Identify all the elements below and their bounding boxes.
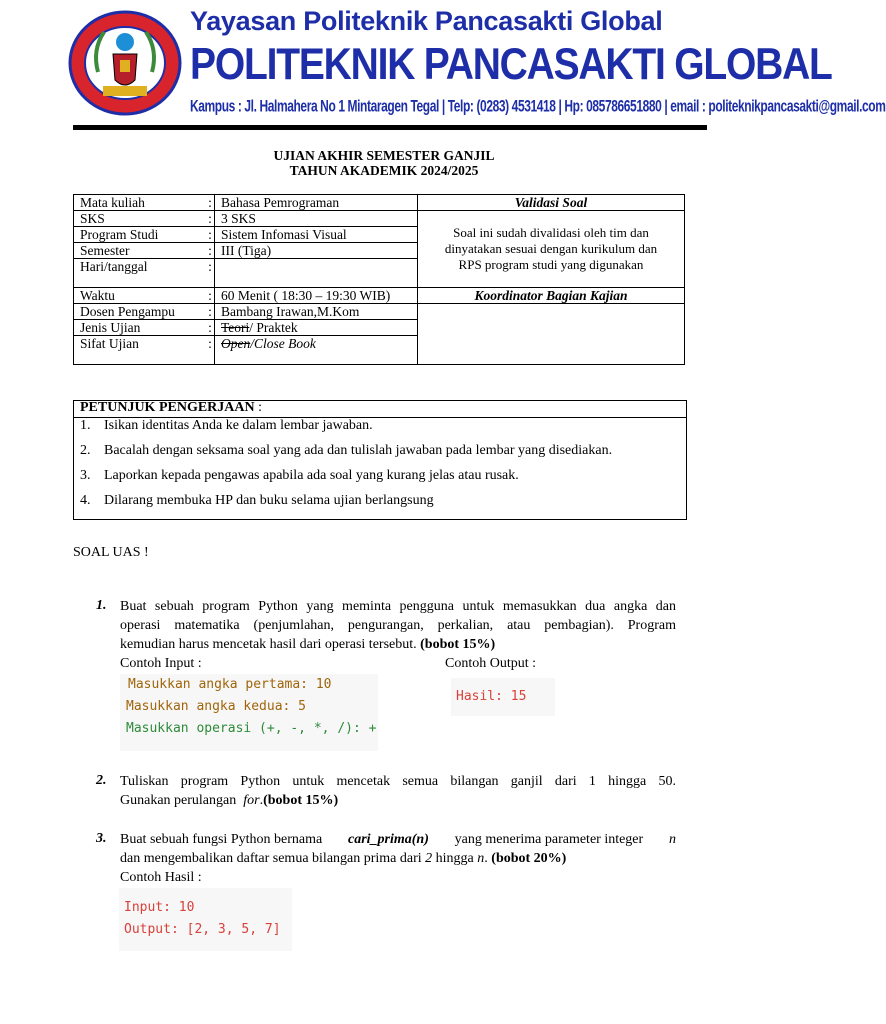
- instruction-text: Laporkan kepada pengawas apabila ada soal yang kurang jelas atau rusak.: [104, 468, 519, 483]
- info-colon: :: [206, 211, 215, 227]
- info-value: [215, 259, 418, 288]
- question-text: operasi matematika (penjumlahan, pengurangan, perkalian, atau pembagian). Program: [120, 618, 676, 633]
- code-line: Output: [2, 3, 5, 7]: [124, 922, 281, 937]
- example-output-label: Contoh Output :: [445, 656, 537, 671]
- selected-option: /Close Book: [250, 336, 316, 351]
- instruction-item: [80, 443, 612, 459]
- instruction-text: Dilarang membuka HP dan buku selama ujian berlangsung: [104, 493, 434, 508]
- question-text-part: kemudian harus mencetak hasil dari operasi tersebut.: [120, 637, 417, 652]
- info-value: Bahasa Pemrograman: [215, 195, 418, 211]
- header-divider: [73, 125, 707, 130]
- question-text-part: yang menerima parameter integer: [454, 832, 644, 847]
- instruction-num: 4.: [80, 493, 91, 508]
- instructions-heading: [80, 400, 262, 416]
- question-text: [120, 830, 676, 849]
- question-text-part: hingga: [435, 851, 474, 866]
- exam-info-table: [73, 194, 685, 365]
- question-text-part: dan mengembalikan daftar semua bilangan prima dari: [120, 851, 422, 866]
- info-label: Semester: [74, 243, 207, 259]
- validasi-title: Validasi Soal: [418, 195, 685, 211]
- question-number: 2.: [96, 773, 107, 788]
- code-line: Masukkan angka kedua: 5: [126, 699, 307, 714]
- instruction-text: Isikan identitas Anda ke dalam lembar jawaban.: [104, 418, 373, 433]
- code-line: Hasil: 15: [456, 689, 527, 704]
- info-label: Waktu: [74, 288, 207, 304]
- question-weight: (bobot 15%): [263, 793, 339, 808]
- parameter-name: n: [668, 832, 676, 847]
- question-text: [120, 791, 338, 810]
- institution-address: Kampus : Jl. Halmahera No 1 Mintaragen Tegal | Telp: (0283) 4531418 | Hp: 085786651880 | email : politeknikpancasakti@gmail.com: [190, 96, 886, 116]
- question-number: 3.: [96, 831, 107, 846]
- info-colon: :: [206, 336, 215, 365]
- instruction-num: 1.: [80, 418, 91, 433]
- info-colon: :: [206, 304, 215, 320]
- question-weight: (bobot 15%): [420, 637, 496, 652]
- instruction-item: [80, 468, 519, 484]
- function-name: cari_prima(n): [347, 832, 429, 847]
- instruction-item: [80, 418, 373, 434]
- info-label: Dosen Pengampu: [74, 304, 207, 320]
- institution-logo: [68, 10, 182, 116]
- code-line: Input: 10: [124, 900, 195, 915]
- struck-option: Open: [221, 336, 251, 351]
- example-result-label: Contoh Hasil :: [120, 870, 202, 885]
- info-value: III (Tiga): [215, 243, 418, 259]
- info-colon: :: [206, 227, 215, 243]
- info-value: Bambang Irawan,M.Kom: [215, 304, 418, 320]
- question-weight: (bobot 20%): [491, 851, 567, 866]
- question-text-part: Buat sebuah fungsi Python bernama: [120, 832, 323, 847]
- signature-area: [418, 304, 685, 365]
- instructions-heading-colon: :: [258, 400, 263, 415]
- exam-title: UJIAN AKHIR SEMESTER GANJIL: [273, 148, 495, 163]
- foundation-name: Yayasan Politeknik Pancasakti Global: [190, 6, 663, 36]
- example-input-label: Contoh Input :: [120, 656, 202, 671]
- instruction-num: 3.: [80, 468, 91, 483]
- instruction-item: [80, 493, 434, 509]
- example-output-code: [451, 678, 555, 716]
- validasi-text: Soal ini sudah divalidasi oleh tim dan dinyatakan sesuai dengan kurikulum dan RPS program studi yang digunakan: [418, 211, 685, 288]
- question-text: Tuliskan program Python untuk mencetak semua bilangan ganjil dari 1 hingga 50.: [120, 774, 676, 789]
- code-line: Masukkan operasi (+, -, *, /): +: [126, 721, 377, 736]
- info-label: Sifat Ujian: [74, 336, 207, 365]
- info-label: Jenis Ujian: [74, 320, 207, 336]
- code-line: Masukkan angka pertama: 10: [128, 677, 332, 692]
- question-value: 2: [425, 851, 433, 866]
- selected-option: / Praktek: [249, 320, 298, 335]
- question-text: [120, 849, 566, 868]
- academic-year: TAHUN AKADEMIK 2024/2025: [289, 163, 479, 178]
- info-colon: :: [206, 288, 215, 304]
- question-text-part: .: [484, 851, 488, 866]
- koordinator-label: Koordinator Bagian Kajian: [418, 288, 685, 304]
- info-colon: :: [206, 195, 215, 211]
- question-text-part: .: [259, 793, 264, 808]
- instruction-text: Bacalah dengan seksama soal yang ada dan tulislah jawaban pada lembar yang disediakan.: [104, 443, 613, 458]
- info-value: Sistem Infomasi Visual: [215, 227, 418, 243]
- instruction-num: 2.: [80, 443, 91, 458]
- info-value: [215, 320, 418, 336]
- info-colon: :: [206, 243, 215, 259]
- info-value: 3 SKS: [215, 211, 418, 227]
- info-label: Hari/tanggal: [74, 259, 207, 288]
- example-input-code: [120, 674, 378, 751]
- instructions-heading-text: PETUNJUK PENGERJAAN: [80, 400, 255, 415]
- parameter-name: n: [477, 851, 485, 866]
- info-colon: :: [206, 320, 215, 336]
- info-value: [215, 336, 418, 365]
- question-number: 1.: [96, 598, 107, 613]
- info-label: SKS: [74, 211, 207, 227]
- info-value: 60 Menit ( 18:30 – 19:30 WIB): [215, 288, 418, 304]
- info-label: Mata kuliah: [74, 195, 207, 211]
- question-text-part: Gunakan perulangan: [120, 793, 237, 808]
- question-text: Buat sebuah program Python yang meminta pengguna untuk memasukkan dua angka dan: [120, 599, 676, 614]
- example-result-code: [119, 888, 292, 951]
- question-text: [120, 635, 676, 654]
- info-colon: :: [206, 259, 215, 288]
- struck-option: Teori: [221, 320, 250, 335]
- institution-name: POLITEKNIK PANCASAKTI GLOBAL: [190, 40, 832, 90]
- soal-heading: SOAL UAS !: [73, 545, 149, 560]
- info-label: Program Studi: [74, 227, 207, 243]
- question-keyword: for: [243, 793, 260, 808]
